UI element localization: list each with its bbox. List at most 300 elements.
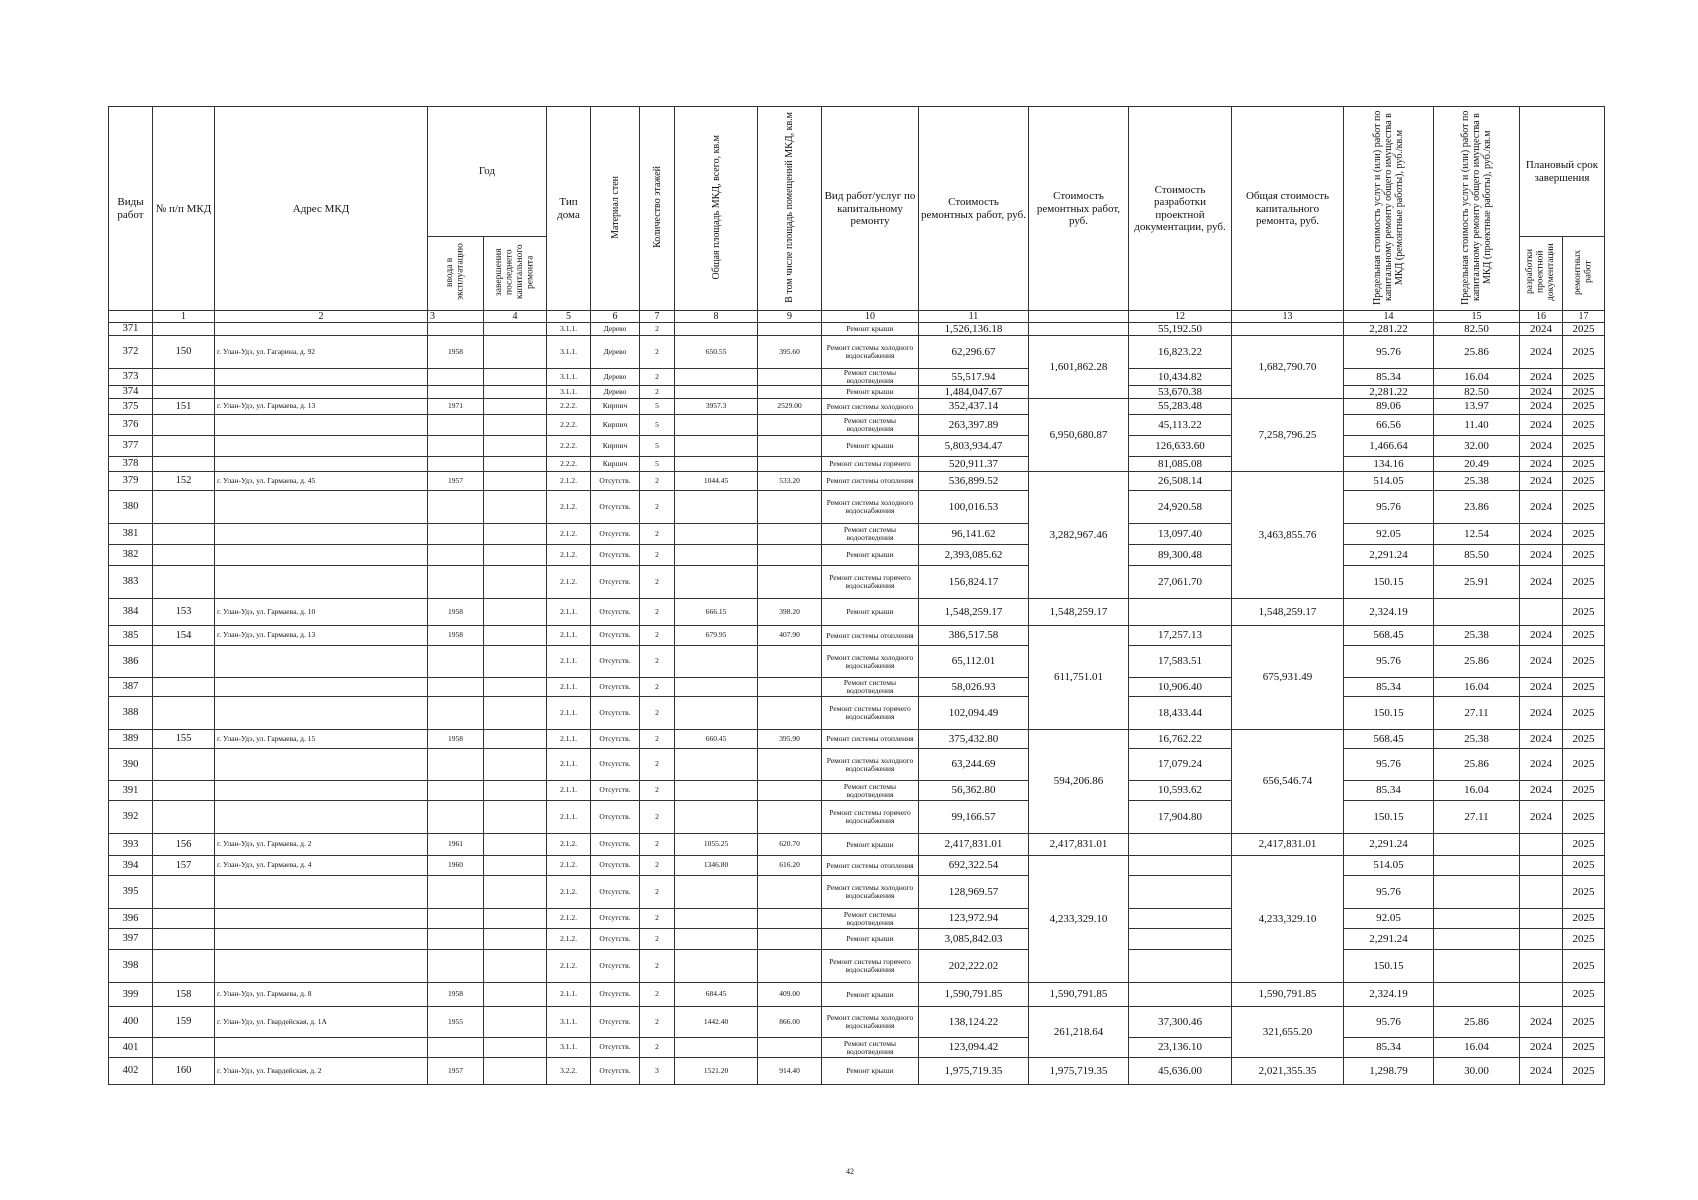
wall-material-cell: Отсутств. (591, 929, 640, 950)
repair-cost-total-cell: 594,206.86 (1029, 730, 1129, 834)
house-type-cell: 3.1.1. (547, 385, 591, 398)
limit-repair-cell: 150.15 (1344, 697, 1434, 730)
table-row (109, 983, 1605, 1007)
limit-repair-cell: 95.76 (1344, 491, 1434, 524)
work-kind-cell: Ремонт системы горячего водоснабжения (822, 697, 919, 730)
column-number: 15 (1434, 311, 1520, 323)
column-number: 9 (758, 311, 822, 323)
wall-material-cell: Отсутств. (591, 678, 640, 697)
project-cost-cell (1129, 950, 1232, 983)
header-year-last-repair: завершения последнего капитального ремонта (484, 237, 547, 311)
premises-area-cell (758, 323, 822, 336)
floors-cell: 2 (640, 730, 675, 749)
work-kind-cell: Ремонт системы отопления (822, 856, 919, 876)
address-cell (215, 369, 428, 386)
deadline-repair-cell: 2025 (1563, 336, 1605, 369)
year-last-repair-cell (484, 781, 547, 801)
wall-material-cell: Отсутств. (591, 1007, 640, 1038)
deadline-repair-cell: 2025 (1563, 323, 1605, 336)
mkd-number (153, 491, 215, 524)
address-cell: г. Улан-Удэ, ул. Гвардейская, д. 2 (215, 1058, 428, 1085)
column-number: 3 (428, 311, 484, 323)
wall-material-cell: Отсутств. (591, 545, 640, 566)
row-number: 388 (109, 697, 153, 730)
mkd-number: 160 (153, 1058, 215, 1085)
total-cost-cell: 2,417,831.01 (1232, 834, 1344, 856)
deadline-repair-cell: 2025 (1563, 646, 1605, 678)
premises-area-cell (758, 369, 822, 386)
row-number: 382 (109, 545, 153, 566)
column-number: 13 (1232, 311, 1344, 323)
floors-cell: 5 (640, 457, 675, 472)
deadline-repair-cell: 2025 (1563, 436, 1605, 457)
wall-material-cell: Отсутств. (591, 730, 640, 749)
mkd-number (153, 781, 215, 801)
project-cost-cell (1129, 909, 1232, 929)
row-number: 371 (109, 323, 153, 336)
year-last-repair-cell (484, 369, 547, 386)
total-area-cell (675, 545, 758, 566)
table-row (109, 950, 1605, 983)
mkd-number: 153 (153, 599, 215, 626)
limit-repair-cell: 85.34 (1344, 781, 1434, 801)
address-cell: г. Улан-Удэ, ул. Гармаева, д. 8 (215, 983, 428, 1007)
address-cell: г. Улан-Удэ, ул. Гармаева, д. 15 (215, 730, 428, 749)
house-type-cell: 2.1.1. (547, 678, 591, 697)
limit-repair-cell: 89.06 (1344, 399, 1434, 415)
project-cost-cell: 126,633.60 (1129, 436, 1232, 457)
year-commission-cell (428, 801, 484, 834)
floors-cell: 2 (640, 626, 675, 646)
total-area-cell (675, 1038, 758, 1058)
year-last-repair-cell (484, 545, 547, 566)
year-commission-cell (428, 524, 484, 545)
floors-cell: 2 (640, 697, 675, 730)
floors-cell: 2 (640, 876, 675, 909)
premises-area-cell (758, 491, 822, 524)
mkd-number (153, 369, 215, 386)
deadline-repair-cell: 2025 (1563, 929, 1605, 950)
address-cell (215, 491, 428, 524)
row-number: 384 (109, 599, 153, 626)
year-last-repair-cell (484, 678, 547, 697)
total-area-cell (675, 524, 758, 545)
deadline-repair-cell: 2025 (1563, 909, 1605, 929)
year-commission-cell: 1971 (428, 399, 484, 415)
work-kind-cell: Ремонт системы холодного водоснабжения (822, 1007, 919, 1038)
total-area-cell (675, 415, 758, 436)
repair-cost-total-cell: 4,233,329.10 (1029, 856, 1129, 983)
row-number: 376 (109, 415, 153, 436)
deadline-project-cell: 2024 (1520, 415, 1563, 436)
table-row (109, 336, 1605, 369)
table-row (109, 781, 1605, 801)
repair-cost-total-cell (1029, 323, 1129, 336)
address-cell (215, 678, 428, 697)
house-type-cell: 2.2.2. (547, 399, 591, 415)
repair-cost-cell: 1,484,047.67 (919, 385, 1029, 398)
limit-project-cell: 25.86 (1434, 336, 1520, 369)
year-last-repair-cell (484, 1007, 547, 1038)
floors-cell: 2 (640, 491, 675, 524)
repair-cost-total-cell: 3,282,967.46 (1029, 472, 1129, 599)
house-type-cell: 2.2.2. (547, 457, 591, 472)
wall-material-cell: Отсутств. (591, 856, 640, 876)
repair-cost-cell: 99,166.57 (919, 801, 1029, 834)
deadline-repair-cell: 2025 (1563, 385, 1605, 398)
house-type-cell: 2.1.1. (547, 781, 591, 801)
mkd-number (153, 545, 215, 566)
address-cell: г. Улан-Удэ, ул. Гвардейская, д. 1А (215, 1007, 428, 1038)
project-cost-cell: 26,508.14 (1129, 472, 1232, 491)
work-kind-cell: Ремонт системы холодного водоснабжения (822, 646, 919, 678)
limit-repair-cell: 514.05 (1344, 472, 1434, 491)
deadline-project-cell: 2024 (1520, 781, 1563, 801)
deadline-project-cell: 2024 (1520, 1007, 1563, 1038)
total-area-cell (675, 566, 758, 599)
limit-project-cell: 25.86 (1434, 749, 1520, 781)
work-kind-cell: Ремонт системы водоотведения (822, 781, 919, 801)
total-cost-cell: 3,463,855.76 (1232, 472, 1344, 599)
header-repair-cost-total: Стоимость ремонтных работ, руб. (1029, 107, 1129, 311)
deadline-repair-cell: 2025 (1563, 1058, 1605, 1085)
work-kind-cell: Ремонт крыши (822, 436, 919, 457)
repair-cost-total-cell: 2,417,831.01 (1029, 834, 1129, 856)
limit-project-cell (1434, 856, 1520, 876)
mkd-number: 158 (153, 983, 215, 1007)
deadline-project-cell: 2024 (1520, 678, 1563, 697)
table-row (109, 566, 1605, 599)
total-cost-cell: 321,655.20 (1232, 1007, 1344, 1058)
premises-area-cell (758, 457, 822, 472)
wall-material-cell: Отсутств. (591, 491, 640, 524)
floors-cell: 2 (640, 909, 675, 929)
project-cost-cell: 17,257.13 (1129, 626, 1232, 646)
limit-project-cell (1434, 834, 1520, 856)
deadline-repair-cell: 2025 (1563, 599, 1605, 626)
wall-material-cell: Отсутств. (591, 983, 640, 1007)
address-cell: г. Улан-Удэ, ул. Гармаева, д. 13 (215, 626, 428, 646)
deadline-project-cell: 2024 (1520, 801, 1563, 834)
table-row (109, 399, 1605, 415)
wall-material-cell: Отсутств. (591, 876, 640, 909)
mkd-number: 155 (153, 730, 215, 749)
header-house-type: Тип дома (547, 107, 591, 311)
total-area-cell (675, 697, 758, 730)
premises-area-cell (758, 436, 822, 457)
header-year-commission: ввода в эксплуатацию (428, 237, 484, 311)
wall-material-cell: Отсутств. (591, 697, 640, 730)
mkd-number: 159 (153, 1007, 215, 1038)
project-cost-cell: 55,192.50 (1129, 323, 1232, 336)
table-row (109, 697, 1605, 730)
table-row (109, 1038, 1605, 1058)
row-number: 399 (109, 983, 153, 1007)
year-last-repair-cell (484, 983, 547, 1007)
floors-cell: 2 (640, 385, 675, 398)
deadline-repair-cell: 2025 (1563, 749, 1605, 781)
header-premises-area: В том числе площадь помещений МКД, кв.м (758, 107, 822, 311)
limit-project-cell (1434, 876, 1520, 909)
year-last-repair-cell (484, 336, 547, 369)
total-area-cell (675, 909, 758, 929)
project-cost-cell (1129, 983, 1232, 1007)
limit-project-cell: 27.11 (1434, 801, 1520, 834)
repair-cost-cell: 55,517.94 (919, 369, 1029, 386)
row-number: 400 (109, 1007, 153, 1038)
address-cell (215, 929, 428, 950)
column-number: 8 (675, 311, 758, 323)
mkd-number (153, 436, 215, 457)
limit-repair-cell: 2,291.24 (1344, 545, 1434, 566)
repair-cost-total-cell: 611,751.01 (1029, 626, 1129, 730)
wall-material-cell: Отсутств. (591, 749, 640, 781)
premises-area-cell (758, 781, 822, 801)
row-number: 401 (109, 1038, 153, 1058)
deadline-project-cell (1520, 983, 1563, 1007)
limit-project-cell: 25.86 (1434, 1007, 1520, 1038)
year-last-repair-cell (484, 399, 547, 415)
limit-repair-cell: 85.34 (1344, 369, 1434, 386)
house-type-cell: 2.1.2. (547, 834, 591, 856)
year-commission-cell (428, 436, 484, 457)
table-row (109, 646, 1605, 678)
limit-repair-cell: 95.76 (1344, 1007, 1434, 1038)
column-number-row (109, 311, 1605, 323)
work-kind-cell: Ремонт системы водоотведения (822, 909, 919, 929)
column-number (1029, 311, 1129, 323)
floors-cell: 2 (640, 781, 675, 801)
floors-cell: 5 (640, 436, 675, 457)
deadline-repair-cell: 2025 (1563, 524, 1605, 545)
year-last-repair-cell (484, 626, 547, 646)
table-row (109, 436, 1605, 457)
limit-project-cell (1434, 929, 1520, 950)
house-type-cell: 2.1.2. (547, 950, 591, 983)
year-last-repair-cell (484, 950, 547, 983)
header-work-kind: Вид работ/услуг по капитальному ремонту (822, 107, 919, 311)
limit-repair-cell: 134.16 (1344, 457, 1434, 472)
mkd-number (153, 385, 215, 398)
floors-cell: 2 (640, 1038, 675, 1058)
project-cost-cell: 17,583.51 (1129, 646, 1232, 678)
limit-repair-cell: 95.76 (1344, 336, 1434, 369)
address-cell (215, 415, 428, 436)
year-commission-cell (428, 385, 484, 398)
limit-repair-cell: 2,281.22 (1344, 323, 1434, 336)
house-type-cell: 3.2.2. (547, 1058, 591, 1085)
total-area-cell (675, 436, 758, 457)
deadline-project-cell: 2024 (1520, 472, 1563, 491)
year-last-repair-cell (484, 749, 547, 781)
table-row (109, 749, 1605, 781)
total-area-cell: 679.95 (675, 626, 758, 646)
row-number: 392 (109, 801, 153, 834)
work-kind-cell: Ремонт системы холодного водоснабжения (822, 876, 919, 909)
wall-material-cell: Отсутств. (591, 950, 640, 983)
column-number: 4 (484, 311, 547, 323)
wall-material-cell: Отсутств. (591, 801, 640, 834)
premises-area-cell: 409.00 (758, 983, 822, 1007)
limit-repair-cell: 1,298.79 (1344, 1058, 1434, 1085)
column-number: 12 (1129, 311, 1232, 323)
project-cost-cell: 45,636.00 (1129, 1058, 1232, 1085)
wall-material-cell: Отсутств. (591, 834, 640, 856)
repair-cost-cell: 1,526,136.18 (919, 323, 1029, 336)
floors-cell: 2 (640, 983, 675, 1007)
total-cost-cell: 1,590,791.85 (1232, 983, 1344, 1007)
limit-project-cell: 12.54 (1434, 524, 1520, 545)
premises-area-cell (758, 415, 822, 436)
column-number: 10 (822, 311, 919, 323)
house-type-cell: 2.1.2. (547, 909, 591, 929)
wall-material-cell: Дерево (591, 336, 640, 369)
limit-repair-cell: 85.34 (1344, 678, 1434, 697)
capital-repair-table (108, 106, 1605, 1085)
year-commission-cell (428, 876, 484, 909)
work-kind-cell: Ремонт системы водоотведения (822, 524, 919, 545)
deadline-project-cell (1520, 856, 1563, 876)
year-last-repair-cell (484, 876, 547, 909)
deadline-project-cell: 2024 (1520, 336, 1563, 369)
house-type-cell: 3.1.1. (547, 1007, 591, 1038)
limit-project-cell: 25.38 (1434, 730, 1520, 749)
repair-cost-cell: 2,393,085.62 (919, 545, 1029, 566)
deadline-repair-cell: 2025 (1563, 415, 1605, 436)
column-number: 11 (919, 311, 1029, 323)
project-cost-cell: 18,433.44 (1129, 697, 1232, 730)
table-row (109, 599, 1605, 626)
header-total-cost: Общая стоимость капитального ремонта, руб. (1232, 107, 1344, 311)
limit-repair-cell: 150.15 (1344, 801, 1434, 834)
table-row (109, 929, 1605, 950)
limit-repair-cell: 568.45 (1344, 626, 1434, 646)
repair-cost-cell: 96,141.62 (919, 524, 1029, 545)
row-number: 398 (109, 950, 153, 983)
premises-area-cell: 914.40 (758, 1058, 822, 1085)
mkd-number (153, 929, 215, 950)
work-kind-cell: Ремонт системы водоотведения (822, 415, 919, 436)
wall-material-cell: Кирпич (591, 457, 640, 472)
deadline-project-cell: 2024 (1520, 1038, 1563, 1058)
work-kind-cell: Ремонт крыши (822, 545, 919, 566)
repair-cost-total-cell: 1,548,259.17 (1029, 599, 1129, 626)
mkd-number (153, 457, 215, 472)
floors-cell: 2 (640, 646, 675, 678)
work-kind-cell: Ремонт крыши (822, 323, 919, 336)
header-repair-cost: Стоимость ремонтных работ, руб. (919, 107, 1029, 311)
mkd-number (153, 646, 215, 678)
project-cost-cell (1129, 856, 1232, 876)
deadline-repair-cell: 2025 (1563, 545, 1605, 566)
wall-material-cell: Отсутств. (591, 781, 640, 801)
limit-project-cell: 25.38 (1434, 626, 1520, 646)
repair-cost-cell: 5,803,934.47 (919, 436, 1029, 457)
row-number: 380 (109, 491, 153, 524)
premises-area-cell (758, 876, 822, 909)
deadline-repair-cell: 2025 (1563, 834, 1605, 856)
year-commission-cell (428, 457, 484, 472)
total-area-cell: 666.15 (675, 599, 758, 626)
year-commission-cell (428, 646, 484, 678)
year-commission-cell (428, 697, 484, 730)
column-number: 14 (1344, 311, 1434, 323)
total-area-cell: 650.55 (675, 336, 758, 369)
house-type-cell: 2.1.2. (547, 876, 591, 909)
wall-material-cell: Отсутств. (591, 1058, 640, 1085)
work-kind-cell: Ремонт крыши (822, 385, 919, 398)
header-limit-repair: Предельная стоимость услуг и (или) работ по капитальному ремонту общего имущества в МКД (ремонтные работы), руб./кв.м (1344, 107, 1434, 311)
house-type-cell: 2.1.2. (547, 856, 591, 876)
year-commission-cell (428, 1038, 484, 1058)
mkd-number (153, 678, 215, 697)
deadline-project-cell: 2024 (1520, 399, 1563, 415)
row-number: 396 (109, 909, 153, 929)
total-cost-cell: 1,548,259.17 (1232, 599, 1344, 626)
premises-area-cell (758, 678, 822, 697)
deadline-project-cell: 2024 (1520, 646, 1563, 678)
year-commission-cell: 1958 (428, 730, 484, 749)
deadline-repair-cell: 2025 (1563, 1038, 1605, 1058)
year-last-repair-cell (484, 323, 547, 336)
floors-cell: 2 (640, 1007, 675, 1038)
row-number: 379 (109, 472, 153, 491)
row-number: 381 (109, 524, 153, 545)
deadline-project-cell: 2024 (1520, 1058, 1563, 1085)
table-row (109, 524, 1605, 545)
project-cost-cell: 16,823.22 (1129, 336, 1232, 369)
limit-project-cell (1434, 950, 1520, 983)
premises-area-cell: 398.20 (758, 599, 822, 626)
house-type-cell: 3.1.1. (547, 336, 591, 369)
repair-cost-cell: 123,972.94 (919, 909, 1029, 929)
total-area-cell: 684.45 (675, 983, 758, 1007)
wall-material-cell: Отсутств. (591, 566, 640, 599)
table-body (109, 323, 1605, 1085)
header-project-cost: Стоимость разработки проектной документации, руб. (1129, 107, 1232, 311)
mkd-number (153, 801, 215, 834)
house-type-cell: 2.1.1. (547, 646, 591, 678)
project-cost-cell: 10,593.62 (1129, 781, 1232, 801)
house-type-cell: 2.1.1. (547, 697, 591, 730)
mkd-number (153, 1038, 215, 1058)
limit-repair-cell: 2,291.24 (1344, 929, 1434, 950)
house-type-cell: 2.2.2. (547, 415, 591, 436)
address-cell: г. Улан-Удэ, ул. Гармаева, д. 45 (215, 472, 428, 491)
premises-area-cell: 616.20 (758, 856, 822, 876)
house-type-cell: 2.1.1. (547, 983, 591, 1007)
premises-area-cell (758, 801, 822, 834)
house-type-cell: 2.1.1. (547, 599, 591, 626)
address-cell: г. Улан-Удэ, ул. Гармаева, д. 10 (215, 599, 428, 626)
address-cell (215, 385, 428, 398)
deadline-project-cell: 2024 (1520, 626, 1563, 646)
year-commission-cell: 1961 (428, 834, 484, 856)
floors-cell: 2 (640, 749, 675, 781)
total-area-cell (675, 678, 758, 697)
limit-project-cell: 25.86 (1434, 646, 1520, 678)
repair-cost-cell: 156,824.17 (919, 566, 1029, 599)
project-cost-cell: 81,085.08 (1129, 457, 1232, 472)
work-kind-cell: Ремонт крыши (822, 834, 919, 856)
project-cost-cell: 45,113.22 (1129, 415, 1232, 436)
header-deadline-repair: ремонтных работ (1563, 237, 1605, 311)
limit-project-cell: 13.97 (1434, 399, 1520, 415)
project-cost-cell: 89,300.48 (1129, 545, 1232, 566)
deadline-repair-cell: 2025 (1563, 626, 1605, 646)
limit-project-cell: 16.04 (1434, 1038, 1520, 1058)
table-row (109, 856, 1605, 876)
